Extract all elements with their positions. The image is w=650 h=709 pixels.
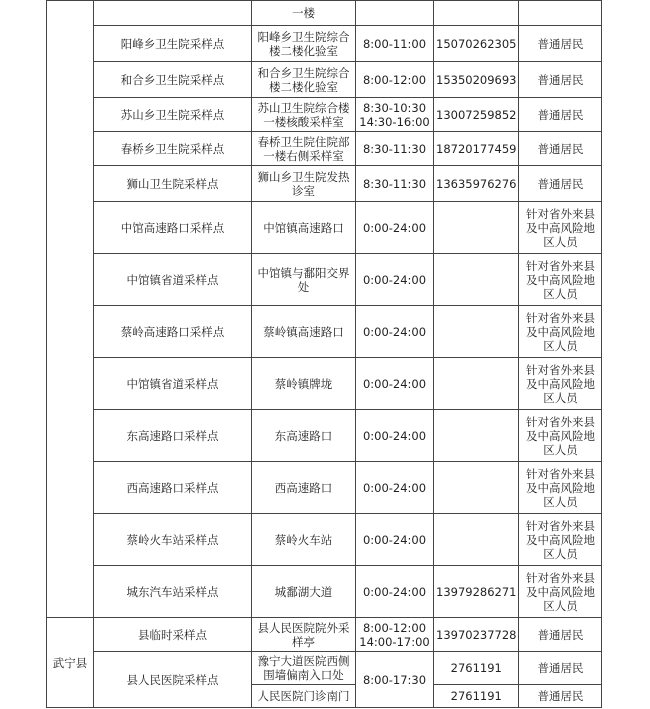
- site-phone: 15070262305: [434, 26, 519, 62]
- site-target: 针对省外来县及中高风险地区人员: [519, 254, 602, 306]
- site-hours: 8:00-12:00 14:00-17:00: [356, 618, 434, 652]
- site-hours: 0:00-24:00: [356, 566, 434, 618]
- table-row: [47, 618, 602, 652]
- site-address: 县人民医院院外采样亭: [252, 618, 356, 652]
- site-address: 人民医院门诊南门: [252, 685, 356, 708]
- site-address: 豫宁大道医院西侧围墙偏南入口处: [252, 652, 356, 685]
- site-hours: 0:00-24:00: [356, 202, 434, 254]
- site-hours: 8:30-11:30: [356, 166, 434, 202]
- table-row: [47, 132, 602, 166]
- site-address: 和合乡卫生院综合楼二楼化验室: [252, 62, 356, 98]
- site-name: 中馆镇省道采样点: [94, 358, 252, 410]
- site-hours: 8:00-11:00: [356, 26, 434, 62]
- site-name: 县人民医院采样点: [94, 652, 252, 708]
- table-row: [47, 410, 602, 462]
- site-hours: 8:00-12:00: [356, 62, 434, 98]
- site-phone: 13970237728: [434, 618, 519, 652]
- site-hours: 0:00-24:00: [356, 462, 434, 514]
- site-address: 蔡岭火车站: [252, 514, 356, 566]
- table-row: [47, 202, 602, 254]
- site-phone: 13635976276: [434, 166, 519, 202]
- site-phone: 13007259852: [434, 98, 519, 132]
- county-cell: [47, 1, 94, 618]
- site-name: 春桥乡卫生院采样点: [94, 132, 252, 166]
- site-phone: 13979286271: [434, 566, 519, 618]
- site-name: 狮山卫生院采样点: [94, 166, 252, 202]
- table-row: [47, 166, 602, 202]
- site-address: 西高速路口: [252, 462, 356, 514]
- site-hours: 0:00-24:00: [356, 410, 434, 462]
- site-target: 普通居民: [519, 62, 602, 98]
- county-name: 武宁县: [47, 618, 94, 708]
- site-name: 县临时采样点: [94, 618, 252, 652]
- site-address: 一楼: [252, 1, 356, 26]
- site-hours: 8:00-17:30: [356, 652, 434, 708]
- table-row: [47, 514, 602, 566]
- table-row: [47, 254, 602, 306]
- table-row: [47, 98, 602, 132]
- site-address: 春桥卫生院住院部一楼右侧采样室: [252, 132, 356, 166]
- site-target: 针对省外来县及中高风险地区人员: [519, 566, 602, 618]
- site-phone: 15350209693: [434, 62, 519, 98]
- site-phone: [434, 202, 519, 254]
- site-phone: 2761191: [434, 685, 519, 708]
- site-hours: 8:30-10:30 14:30-16:00: [356, 98, 434, 132]
- site-target: 针对省外来县及中高风险地区人员: [519, 514, 602, 566]
- site-target: 针对省外来县及中高风险地区人员: [519, 462, 602, 514]
- site-address: 中馆镇高速路口: [252, 202, 356, 254]
- site-target: 针对省外来县及中高风险地区人员: [519, 306, 602, 358]
- sampling-sites-table: [46, 0, 602, 708]
- site-hours: 0:00-24:00: [356, 358, 434, 410]
- site-hours: 8:30-11:30: [356, 132, 434, 166]
- site-target: 普通居民: [519, 166, 602, 202]
- site-name: 蔡岭高速路口采样点: [94, 306, 252, 358]
- site-name: 中馆镇省道采样点: [94, 254, 252, 306]
- site-phone: [434, 358, 519, 410]
- site-target: 针对省外来县及中高风险地区人员: [519, 410, 602, 462]
- site-hours: 0:00-24:00: [356, 514, 434, 566]
- site-phone: 2761191: [434, 652, 519, 685]
- site-phone: [434, 410, 519, 462]
- site-target: 普通居民: [519, 652, 602, 685]
- site-phone: 18720177459: [434, 132, 519, 166]
- table-row: [47, 462, 602, 514]
- site-address: 苏山卫生院综合楼一楼核酸采样室: [252, 98, 356, 132]
- table-row: [47, 652, 602, 685]
- site-name: 东高速路口采样点: [94, 410, 252, 462]
- table-row: [47, 358, 602, 410]
- site-address: 阳峰乡卫生院综合楼二楼化验室: [252, 26, 356, 62]
- site-phone: [434, 514, 519, 566]
- site-name: 西高速路口采样点: [94, 462, 252, 514]
- site-name: 阳峰乡卫生院采样点: [94, 26, 252, 62]
- site-target: 针对省外来县及中高风险地区人员: [519, 358, 602, 410]
- site-name: 中馆高速路口采样点: [94, 202, 252, 254]
- site-name: 蔡岭火车站采样点: [94, 514, 252, 566]
- site-target: 普通居民: [519, 98, 602, 132]
- site-name: 苏山乡卫生院采样点: [94, 98, 252, 132]
- table-row: [47, 26, 602, 62]
- site-target: 普通居民: [519, 618, 602, 652]
- site-phone: [434, 254, 519, 306]
- site-address: 蔡岭镇高速路口: [252, 306, 356, 358]
- site-address: 蔡岭镇牌垅: [252, 358, 356, 410]
- site-address: 中馆镇与鄱阳交界处: [252, 254, 356, 306]
- site-phone: [434, 306, 519, 358]
- site-name: 和合乡卫生院采样点: [94, 62, 252, 98]
- site-target: 针对省外来县及中高风险地区人员: [519, 202, 602, 254]
- site-hours: 0:00-24:00: [356, 254, 434, 306]
- site-name: 城东汽车站采样点: [94, 566, 252, 618]
- site-hours: 0:00-24:00: [356, 306, 434, 358]
- site-target: 普通居民: [519, 132, 602, 166]
- table-row: [47, 1, 602, 26]
- site-phone: [434, 462, 519, 514]
- table-row: [47, 566, 602, 618]
- site-target: 普通居民: [519, 26, 602, 62]
- table-row: [47, 306, 602, 358]
- site-target: 普通居民: [519, 685, 602, 708]
- site-address: 东高速路口: [252, 410, 356, 462]
- table-row: [47, 62, 602, 98]
- site-address: 狮山乡卫生院发热诊室: [252, 166, 356, 202]
- site-address: 城鄱湖大道: [252, 566, 356, 618]
